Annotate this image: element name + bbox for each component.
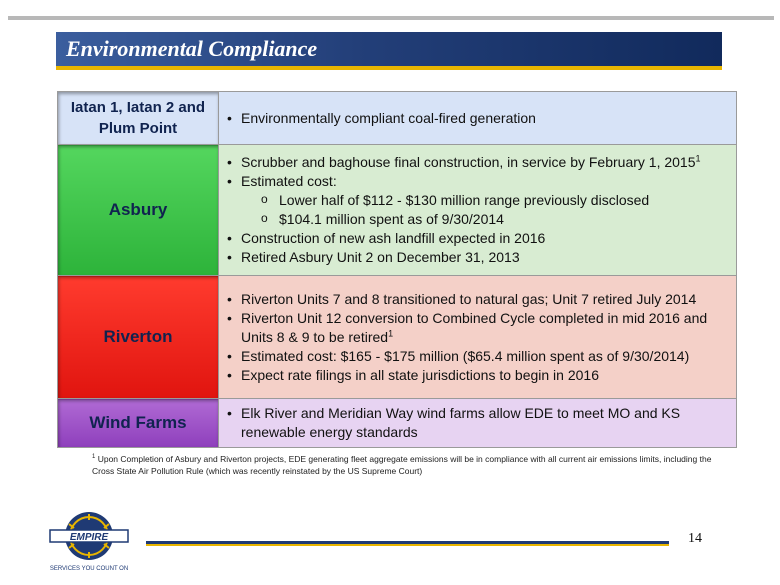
bullet-item: • Retired Asbury Unit 2 on December 31, 2013 [225, 248, 730, 267]
page-title: Environmental Compliance [66, 36, 318, 61]
bullet-item: • Construction of new ash landfill expected in 2016 [225, 229, 730, 248]
sub-bullet-list [241, 191, 730, 229]
row-content-wind-farms [219, 399, 737, 448]
bullet-item [225, 309, 730, 347]
sub-bullet-item: o $104.1 million spent as of 9/30/2014 [241, 210, 730, 229]
title-band [56, 32, 722, 70]
bullet-item: • Elk River and Meridian Way wind farms allow EDE to meet MO and KS renewable energy standards [225, 404, 730, 442]
bullet-item [225, 153, 730, 172]
row-content-iatan [219, 92, 737, 145]
bullet-text: Scrubber and baghouse final construction, in service by February 1, 2015 [241, 154, 696, 170]
bullet-item: • Riverton Units 7 and 8 transitioned to natural gas; Unit 7 retired July 2014 [225, 290, 730, 309]
table-row-iatan [58, 92, 737, 145]
bullet-item: • Environmentally compliant coal-fired generation [225, 109, 730, 128]
row-label-riverton: Riverton [58, 276, 219, 399]
page-number: 14 [688, 531, 702, 546]
table-row-asbury [58, 145, 737, 276]
bullet-item: • Expect rate filings in all state jurisdictions to begin in 2016 [225, 366, 730, 385]
table-row-riverton [58, 276, 737, 399]
footnote [92, 453, 732, 477]
sub-bullet-item: o Lower half of $112 - $130 million range previously disclosed [241, 191, 730, 210]
empire-logo [44, 508, 134, 576]
row-label-asbury: Asbury [58, 145, 219, 276]
row-content-riverton [219, 276, 737, 399]
logo-tagline: SERVICES YOU COUNT ON [49, 566, 129, 572]
footnote-marker: 1 [92, 454, 96, 461]
compliance-table [57, 91, 737, 448]
footer-rule [146, 541, 669, 544]
footnote-ref: 1 [695, 153, 701, 164]
logo-wordmark: EMPIRE [69, 532, 109, 543]
bullet-item [225, 172, 730, 229]
top-rule [8, 16, 774, 20]
bullet-item: • Estimated cost: $165 - $175 million ($65.4 million spent as of 9/30/2014) [225, 347, 730, 366]
bullet-text: Riverton Unit 12 conversion to Combined Cycle completed in mid 2016 and Units 8 & 9 to be retired [241, 309, 708, 345]
footnote-ref: 1 [388, 327, 394, 338]
table-row-wind-farms [58, 399, 737, 448]
row-label-wind-farms: Wind Farms [58, 399, 219, 448]
row-label-iatan: Iatan 1, Iatan 2 and Plum Point [58, 92, 219, 145]
bullet-text: Estimated cost: [241, 173, 337, 189]
footnote-text: Upon Completion of Asbury and Riverton projects, EDE generating fleet aggregate emissions will be in compliance with all current air emissions limits, including the Cross State Air Pollution Rule (which was recently reinstated by the US Supreme Court) [92, 454, 712, 476]
row-content-asbury [219, 145, 737, 276]
